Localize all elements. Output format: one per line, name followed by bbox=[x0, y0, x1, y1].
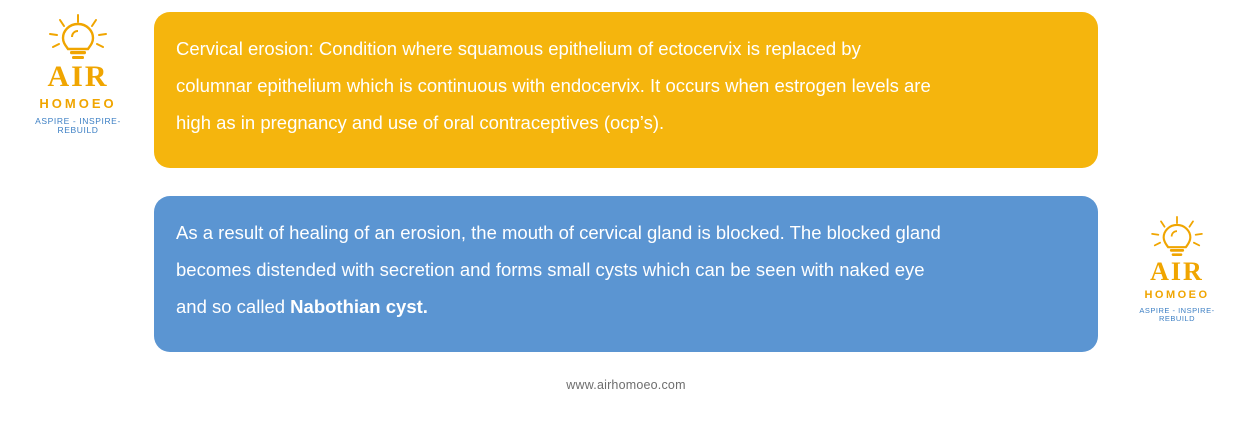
brand-subname: HOMOEO bbox=[39, 96, 117, 111]
card-line-text: and so called bbox=[176, 296, 291, 317]
brand-name: AIR bbox=[47, 60, 109, 93]
brand-name: AIR bbox=[1150, 257, 1204, 286]
card-line-with-emphasis bbox=[176, 288, 1072, 325]
brand-logo-bottom-right bbox=[1122, 216, 1232, 322]
card-line: columnar epithelium which is continuous with endocervix. It occurs when estrogen levels are bbox=[176, 75, 931, 96]
brand-logo-top-left bbox=[18, 14, 138, 134]
card-line: becomes distended with secretion and forms small cysts which can be seen with naked eye bbox=[176, 259, 925, 280]
content-card-cervical-erosion bbox=[154, 12, 1098, 168]
lightbulb-idea-icon bbox=[1145, 216, 1209, 257]
brand-tagline: ASPIRE - INSPIRE- REBUILD bbox=[1139, 306, 1215, 323]
card-line: high as in pregnancy and use of oral contraceptives (ocp’s). bbox=[176, 112, 665, 133]
card-line: As a result of healing of an erosion, the mouth of cervical gland is blocked. The blocked gland bbox=[176, 222, 941, 243]
card-line: Cervical erosion: Condition where squamous epithelium of ectocervix is replaced by bbox=[176, 38, 861, 59]
footer-website-url[interactable]: www.airhomoeo.com bbox=[566, 378, 686, 392]
lightbulb-idea-icon bbox=[42, 14, 114, 60]
brand-tagline: ASPIRE - INSPIRE- REBUILD bbox=[35, 116, 121, 135]
brand-subname: HOMOEO bbox=[1144, 289, 1210, 301]
content-card-nabothian-cyst bbox=[154, 196, 1098, 352]
card-emphasis-term: Nabothian cyst. bbox=[290, 296, 428, 317]
